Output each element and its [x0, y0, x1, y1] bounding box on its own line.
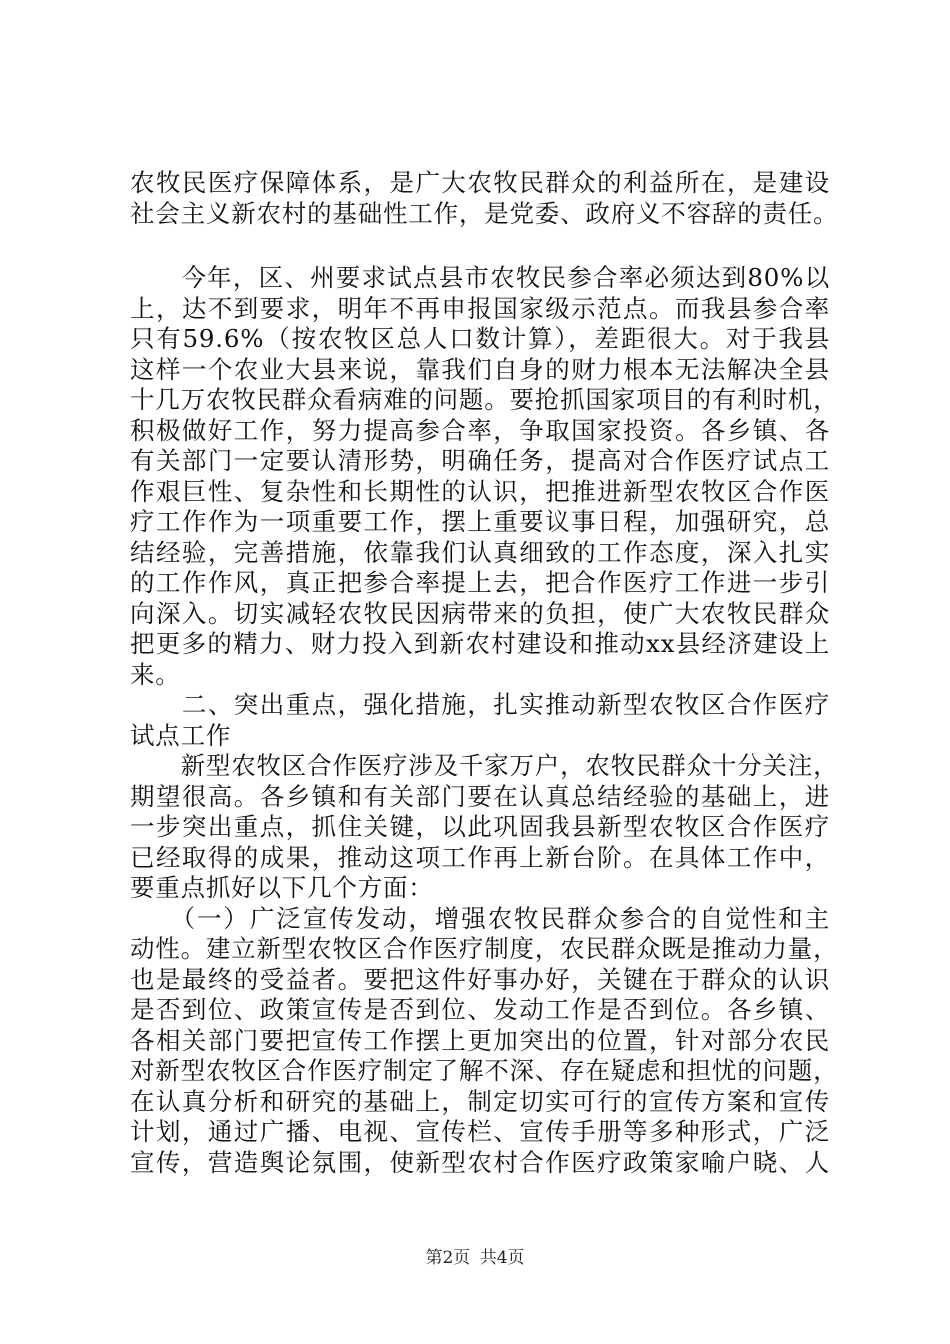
heading-line: 二、突出重点，强化措施，扎实推动新型农牧区合作医疗	[130, 690, 830, 719]
paragraph-3	[130, 751, 839, 904]
text-line: 只有59.6%（按农牧区总人口数计算），差距很大。对于我县	[130, 324, 830, 353]
text-line: 有关部门一定要认清形势，明确任务，提高对合作医疗试点工	[130, 446, 830, 475]
text-line: 这样一个农业大县来说，靠我们自身的财力根本无法解决全县	[130, 354, 830, 384]
section-heading-2	[130, 690, 830, 751]
text-line: 动性。建立新型农牧区合作医疗制度，农民群众既是推动力量，	[130, 934, 839, 963]
paragraph-1	[130, 168, 839, 229]
text-line: 疗工作作为一项重要工作，摆上重要议事日程，加强研究，总	[130, 507, 830, 536]
page-footer	[0, 1243, 950, 1268]
paragraph-2	[130, 263, 839, 690]
text-line: 结经验，完善措施，依靠我们认真细致的工作态度，深入扎实	[130, 537, 830, 567]
text-line: 也是最终的受益者。要把这件好事办好，关键在于群众的认识	[130, 964, 830, 994]
text-line: 来。	[130, 659, 181, 689]
text-line: 各相关部门要把宣传工作摆上更加突出的位置，针对部分农民	[130, 1025, 830, 1055]
text-line: 新型农牧区合作医疗涉及千家万户，农牧民群众十分关注，	[130, 751, 839, 780]
heading-line: 试点工作	[130, 720, 232, 750]
text-line: 已经取得的成果，推动这项工作再上新台阶。在具体工作中，	[130, 842, 830, 872]
page-number-total: 共4页	[479, 1248, 525, 1268]
text-line: 对新型农牧区合作医疗制定了解不深、存在疑虑和担忧的问题，	[130, 1056, 839, 1085]
text-line: 宣传，营造舆论氛围，使新型农村合作医疗政策家喻户晓、人	[130, 1147, 830, 1177]
text-line: 向深入。切实减轻农牧民因病带来的负担，使广大农牧民群众	[130, 598, 830, 628]
text-line: 作艰巨性、复杂性和长期性的认识，把推进新型农牧区合作医	[130, 476, 830, 506]
text-line: 要重点抓好以下几个方面：	[130, 873, 434, 902]
text-line: 社会主义新农村的基础性工作，是党委、政府义不容辞的责任。	[130, 198, 839, 228]
text-line: 十几万农牧民群众看病难的问题。要抢抓国家项目的有利时机，	[130, 385, 839, 414]
text-line: 计划，通过广播、电视、宣传栏、宣传手册等多种形式，广泛	[130, 1117, 830, 1146]
text-line: （一）广泛宣传发动，增强农牧民群众参合的自觉性和主	[130, 903, 830, 933]
text-line: 一步突出重点，抓住关键，以此巩固我县新型农牧区合作医疗	[130, 812, 830, 841]
paragraph-4	[130, 903, 839, 1179]
text-line: 把更多的精力、财力投入到新农村建设和推动xx县经济建设上	[130, 629, 830, 658]
page-number-current: 第2页	[425, 1248, 471, 1268]
text-line: 今年，区、州要求试点县市农牧民参合率必须达到80%以	[130, 263, 830, 292]
text-line: 期望很高。各乡镇和有关部门要在认真总结经验的基础上，进	[130, 781, 830, 811]
text-line: 在认真分析和研究的基础上，制定切实可行的宣传方案和宣传	[130, 1086, 830, 1116]
text-line: 积极做好工作，努力提高参合率，争取国家投资。各乡镇、各	[130, 415, 830, 445]
text-line: 的工作作风，真正把参合率提上去，把合作医疗工作进一步引	[130, 568, 830, 597]
text-line: 是否到位、政策宣传是否到位、发动工作是否到位。各乡镇、	[130, 995, 830, 1024]
text-line: 农牧民医疗保障体系，是广大农牧民群众的利益所在，是建设	[130, 168, 830, 197]
document-body	[130, 168, 839, 1178]
text-line: 上，达不到要求，明年不再申报国家级示范点。而我县参合率	[130, 293, 830, 323]
paragraph-gap	[130, 229, 830, 263]
